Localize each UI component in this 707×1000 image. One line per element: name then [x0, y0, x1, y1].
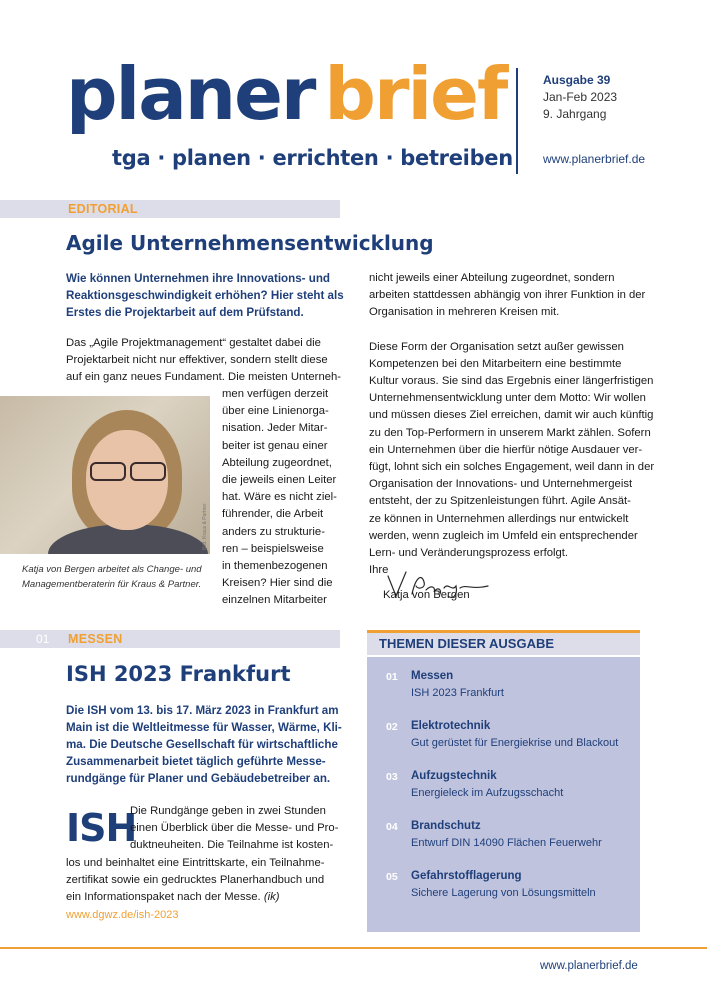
themen-item-number: 03 [386, 771, 398, 783]
editorial-body-line: Organisation der Innovations- und Unternehmergeist [369, 478, 633, 491]
messen-body-full [66, 855, 366, 924]
messen-lead-line: Zusammenarbeit bietet täglich geführte Messe- [66, 755, 326, 768]
messen-body-line: einen Überblick über die Messe- und Pro- [130, 822, 339, 835]
photo-caption-line: Managementberaterin für Kraus & Partner. [22, 579, 202, 590]
editorial-body-line: einzelnen Mitarbeiter [222, 594, 327, 607]
messen-lead-line: Main ist die Weltleitmesse für Wasser, Wärme, Kli- [66, 721, 342, 734]
editorial-body-line: anders zu strukturie- [222, 525, 325, 538]
issue-date: Jan-Feb 2023 [543, 90, 618, 104]
themen-item-title: Messen [411, 670, 454, 682]
themen-item-subtitle: Entwurf DIN 14090 Flächen Feuerwehr [411, 837, 602, 849]
editorial-author: Katja von Bergen [383, 589, 470, 601]
messen-headline: ISH 2023 Frankfurt [66, 662, 291, 686]
issue-number: Ausgabe 39 [543, 73, 611, 87]
editorial-body-line: Unternehmensentwicklung unter dem Motto: Wir wollen [369, 392, 646, 405]
ish-link[interactable]: www.dgwz.de/ish-2023 [66, 908, 179, 921]
messen-section-number: 01 [36, 632, 50, 646]
messen-lead [66, 702, 366, 787]
author-photo [0, 396, 210, 554]
photo-caption-line: Katja von Bergen arbeitet als Change- und [22, 564, 202, 575]
messen-body-line: duktneuheiten. Die Teilnahme ist kosten- [130, 839, 334, 852]
themen-item-number: 01 [386, 671, 398, 683]
editorial-body-intro [66, 335, 366, 387]
editorial-body-line: Kultur voraus. Sie sind das Ergebnis einer längerfristigen [369, 375, 654, 388]
editorial-body-line: Das „Agile Projektmanagement“ gestaltet dabei die [66, 337, 321, 349]
editorial-body-line: zu den Top-Performern in unserem Markt zählen. Sofern [369, 426, 651, 439]
editorial-body-line: Organisation in mehreren Kreisen mit. [369, 306, 560, 319]
editorial-body-line: ren – beispielsweise [222, 542, 324, 555]
messen-lead-line: ma. Die Deutsche Gesellschaft für wirtschaftliche [66, 738, 338, 751]
editorial-body-line: Diese Form der Organisation setzt außer gewissen [369, 340, 624, 353]
themen-item-title: Brandschutz [411, 820, 481, 832]
editorial-body-line: ze können in Unternehmen allerdings nur entwickelt [369, 512, 629, 525]
themen-panel [367, 657, 640, 932]
themen-item-title: Elektrotechnik [411, 720, 491, 732]
editorial-body-line: auf ein ganz neues Fundament. Die meisten Unterneh- [66, 371, 342, 384]
themen-item-title: Aufzugstechnik [411, 770, 497, 782]
footer-website-link[interactable]: www.planerbrief.de [540, 960, 638, 972]
editorial-section-bar [0, 200, 340, 218]
editorial-body-line: und müssen dieses Ziel erreichen, damit wir auch künftig [369, 409, 654, 422]
messen-section-label: MESSEN [68, 632, 123, 646]
editorial-body-line: hat. Wäre es nicht ziel- [222, 491, 337, 504]
editorial-body-line: fügt, lohnt sich ein solches Engagement, weil dann in der [369, 461, 655, 474]
editorial-lead [66, 270, 356, 321]
editorial-lead-line: Erstes die Projektarbeit auf dem Prüfstand. [66, 306, 304, 319]
issue-year: 9. Jahrgang [543, 107, 607, 121]
editorial-headline: Agile Unternehmensentwicklung [66, 231, 434, 255]
editorial-body-line: die jeweils einen Leiter [222, 474, 337, 487]
themen-item-subtitle: Energieleck im Aufzugsschacht [411, 787, 564, 799]
messen-lead-line: Die ISH vom 13. bis 17. März 2023 in Frankfurt am [66, 704, 339, 717]
editorial-body-line: entsteht, der zu Spitzenleistungen führt. Agile Ansät- [369, 495, 631, 508]
editorial-body-line: Abteilung zugeordnet, [222, 456, 332, 469]
photo-glasses [90, 462, 166, 478]
editorial-body-line: beiter ist genau einer [222, 439, 328, 452]
photo-caption [22, 562, 212, 592]
editorial-body-line: werden, wenn zugleich im Umfeld ein entsprechender [369, 529, 638, 542]
messen-body-wrap [130, 803, 360, 855]
messen-body-line: los und beinhaltet eine Eintrittskarte, ein Teilnahme- [66, 857, 325, 869]
footer-divider [0, 947, 707, 949]
themen-item-subtitle: ISH 2023 Frankfurt [411, 687, 504, 699]
editorial-body-line: Kreisen? Hier sind die [222, 577, 333, 590]
editorial-lead-line: Wie können Unternehmen ihre Innovations- und [66, 272, 330, 285]
logo-word-planer: planer [66, 52, 315, 136]
logo-word-brief: brief [324, 52, 507, 136]
messen-section-bar [0, 630, 340, 648]
editorial-column-2 [369, 270, 669, 579]
editorial-body-line: führender, die Arbeit [222, 508, 324, 521]
editorial-section-label: EDITORIAL [68, 202, 138, 216]
ish-drop-text: ISH [66, 806, 137, 850]
themen-item-number: 04 [386, 821, 398, 833]
themen-item-subtitle: Gut gerüstet für Energiekrise und Blackout [411, 737, 619, 749]
masthead-website-link[interactable]: www.planerbrief.de [543, 152, 646, 166]
editorial-body-line: Kompetenzen bei den Mitarbeitern eine bestimmte [369, 357, 622, 370]
photo-credit: Bild: Kraus & Partner [202, 503, 208, 550]
masthead-logo [66, 54, 506, 134]
editorial-body-line: in themenbezogenen [222, 560, 328, 573]
editorial-body-wrap [222, 386, 362, 610]
editorial-body-line: über eine Linienorga- [222, 405, 329, 418]
editorial-body-line: men verfügen derzeit [222, 388, 329, 400]
themen-item-subtitle: Sichere Lagerung von Lösungsmitteln [411, 887, 596, 899]
themen-header [367, 630, 640, 655]
editorial-body-line: nicht jeweils einer Abteilung zugeordnet, sondern [369, 272, 615, 284]
messen-body-line: ein Informationspaket nach der Messe. [66, 891, 261, 904]
issue-info [543, 72, 617, 123]
masthead-divider [516, 68, 518, 174]
editorial-lead-line: Reaktionsgeschwindigkeit erhöhen? Hier steht als [66, 289, 344, 302]
messen-body-line: zertifikat sowie ein gedrucktes Planerhandbuch und [66, 874, 325, 887]
messen-lead-line: rundgänge für Planer und Gebäudebetreiber an. [66, 772, 331, 785]
messen-author-tag: (ik) [263, 891, 280, 904]
editorial-body-line: Projektarbeit nicht nur effektiver, sondern stellt diese [66, 354, 328, 367]
editorial-body-line: ein Unternehmen über die hierfür nötige Ausdauer ver- [369, 443, 643, 456]
editorial-body-line: Lern- und Veränderungsprozess erfolgt. [369, 547, 569, 560]
masthead-tagline: tga · planen · errichten · betreiben [112, 146, 513, 170]
messen-body-line: Die Rundgänge geben in zwei Stunden [130, 805, 326, 817]
themen-title: THEMEN DIESER AUSGABE [379, 636, 555, 651]
themen-item-number: 02 [386, 721, 398, 733]
editorial-body-line: nisation. Jeder Mitar- [222, 422, 328, 435]
editorial-closing: Ihre [369, 564, 389, 577]
themen-item-number: 05 [386, 871, 398, 883]
editorial-body-line: arbeiten stattdessen abhängig von ihrer Funktion in der [369, 289, 646, 302]
themen-item-title: Gefahrstofflagerung [411, 870, 522, 882]
